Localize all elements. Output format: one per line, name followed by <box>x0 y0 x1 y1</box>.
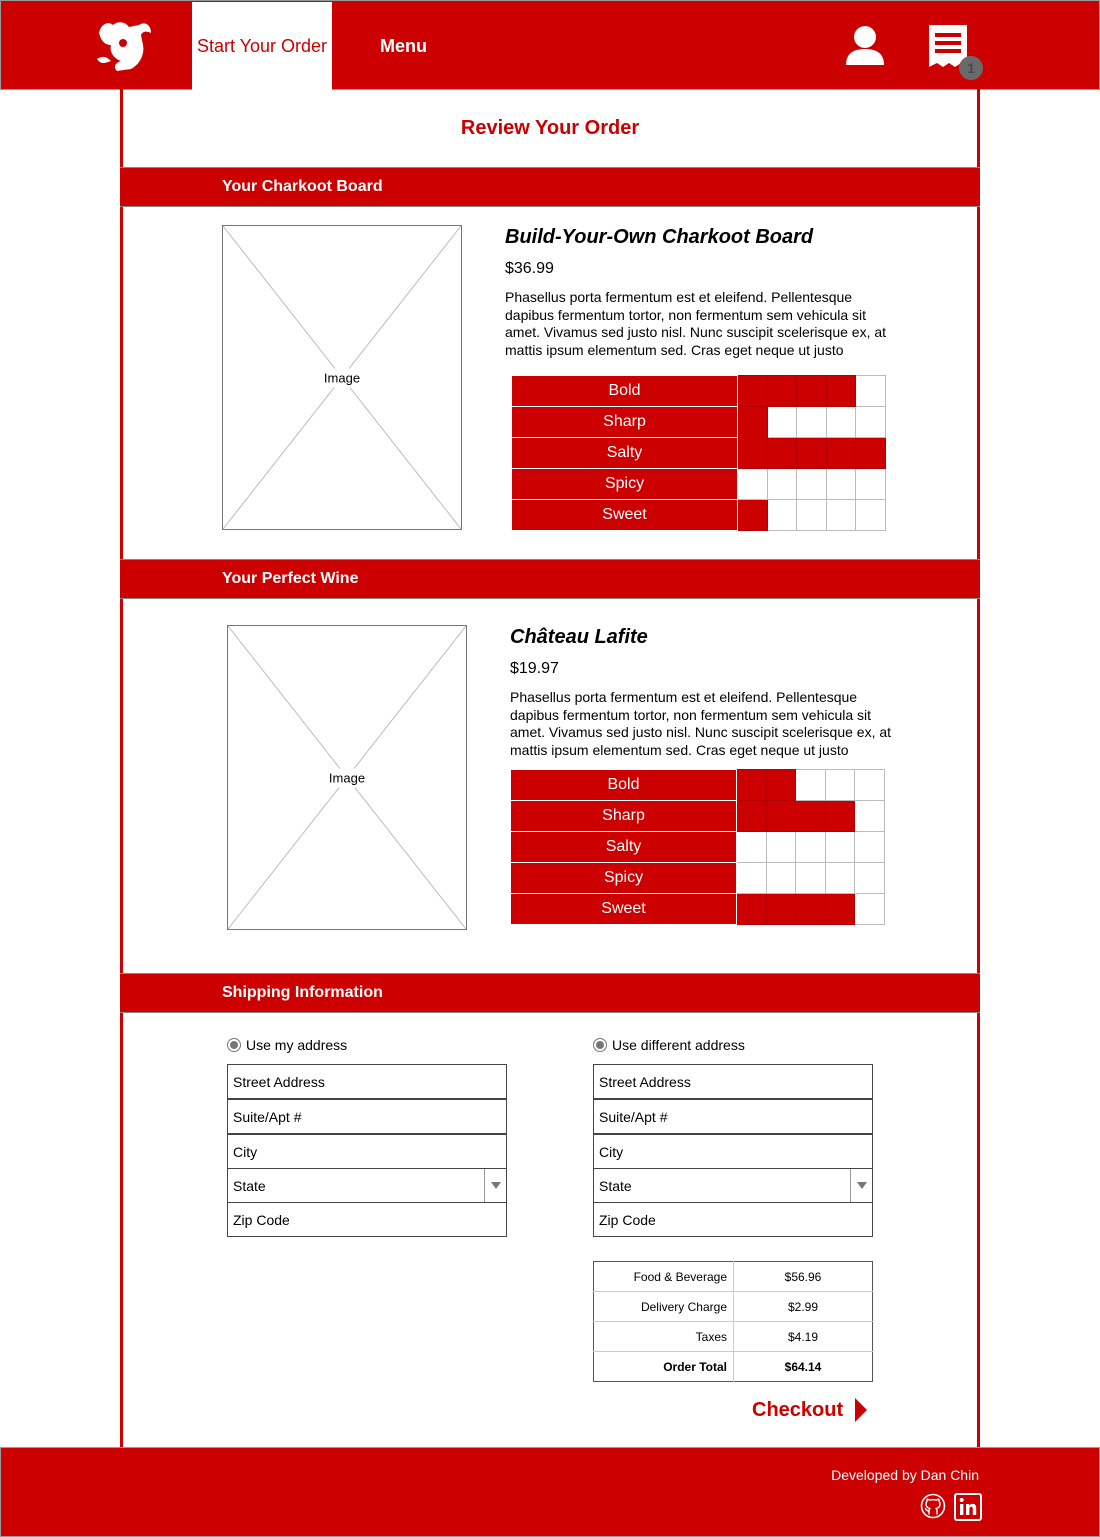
flavor-level-cell <box>826 407 856 438</box>
flavor-label: Salty <box>511 832 737 863</box>
flavor-level-cell <box>796 801 826 832</box>
wine-description: Phasellus porta fermentum est et eleifend. Pellentesque dapibus fermentum tortor, non fermentum sem vehicula sit amet. Vivamus sed justo nisl. Nunc suscipit scelerisque ex, at mattis ipsum elementum sed. Cras eget neque ut justo <box>510 689 892 758</box>
flavor-label: Sweet <box>512 500 738 531</box>
github-icon[interactable] <box>920 1493 946 1519</box>
flavor-level-cell <box>855 832 885 863</box>
footer <box>0 1447 1100 1537</box>
totals-row <box>594 1292 873 1322</box>
wine-price: $19.97 <box>510 660 559 677</box>
section-header-wine: Your Perfect Wine <box>120 559 980 599</box>
checkout-label: Checkout <box>752 1398 844 1421</box>
flavor-row-sharp <box>511 801 885 832</box>
flavor-level-cell <box>825 801 855 832</box>
flavor-level-cell <box>767 438 797 469</box>
diff-zip-input[interactable] <box>599 1212 872 1228</box>
diff-street-field[interactable] <box>593 1064 873 1099</box>
flavor-level-cell <box>797 407 827 438</box>
flavor-level-cell <box>737 894 767 925</box>
diff-state-value: State <box>599 1177 632 1194</box>
flavor-row-spicy <box>512 469 886 500</box>
flavor-row-bold <box>512 376 886 407</box>
totals-value: $56.96 <box>734 1262 873 1292</box>
my-zip-field[interactable] <box>227 1202 507 1237</box>
flavor-label: Spicy <box>511 863 737 894</box>
my-zip-input[interactable] <box>233 1212 506 1228</box>
radio-label: Use my address <box>246 1037 348 1053</box>
flavor-level-cell <box>737 770 767 801</box>
wine-image-placeholder <box>227 625 467 930</box>
user-icon[interactable] <box>844 25 886 67</box>
footer-credit: Developed by Dan Chin <box>831 1467 979 1483</box>
flavor-level-cell <box>797 500 827 531</box>
order-total-label: Order Total <box>594 1352 734 1382</box>
flavor-level-cell <box>826 376 856 407</box>
flavor-level-cell <box>767 407 797 438</box>
my-city-input[interactable] <box>233 1144 506 1160</box>
radio-button[interactable] <box>227 1038 241 1052</box>
flavor-level-cell <box>825 894 855 925</box>
diff-zip-field[interactable] <box>593 1202 873 1237</box>
totals-label: Taxes <box>594 1322 734 1352</box>
board-name: Build-Your-Own Charkoot Board <box>505 226 814 248</box>
flavor-level-cell <box>767 376 797 407</box>
order-totals-table <box>593 1261 873 1382</box>
my-street-field[interactable] <box>227 1064 507 1099</box>
flavor-level-cell <box>825 770 855 801</box>
diff-street-input[interactable] <box>599 1074 872 1090</box>
section-header-shipping: Shipping Information <box>120 973 980 1013</box>
section-header-board: Your Charkoot Board <box>120 167 980 207</box>
chevron-down-icon[interactable] <box>484 1169 506 1202</box>
radio-button[interactable] <box>593 1038 607 1052</box>
flavor-level-cell <box>797 469 827 500</box>
flavor-level-cell <box>737 863 767 894</box>
flavor-level-cell <box>856 500 886 531</box>
board-flavor-profile <box>511 375 886 531</box>
flavor-level-cell <box>796 832 826 863</box>
checkout-button[interactable] <box>752 1398 867 1422</box>
board-description: Phasellus porta fermentum est et eleifend. Pellentesque dapibus fermentum tortor, non fermentum sem vehicula sit amet. Vivamus sed justo nisl. Nunc suscipit scelerisque ex, at mattis ipsum elementum sed. Cras eget neque ut justo <box>505 289 887 358</box>
bull-logo-icon[interactable] <box>93 19 155 73</box>
flavor-level-cell <box>855 801 885 832</box>
flavor-level-cell <box>825 832 855 863</box>
flavor-label: Bold <box>511 770 737 801</box>
flavor-level-cell <box>825 863 855 894</box>
flavor-label: Bold <box>512 376 738 407</box>
totals-label: Delivery Charge <box>594 1292 734 1322</box>
totals-row <box>594 1262 873 1292</box>
flavor-row-sweet <box>511 894 885 925</box>
flavor-row-salty <box>511 832 885 863</box>
wine-image-label: Image <box>328 770 366 785</box>
flavor-label: Sharp <box>512 407 738 438</box>
flavor-level-cell <box>737 832 767 863</box>
arrow-right-icon <box>855 1398 867 1422</box>
flavor-level-cell <box>796 770 826 801</box>
flavor-level-cell <box>855 770 885 801</box>
flavor-level-cell <box>856 438 886 469</box>
wine-name: Château Lafite <box>510 626 648 648</box>
page-title: Review Your Order <box>460 117 640 139</box>
flavor-level-cell <box>856 469 886 500</box>
flavor-label: Spicy <box>512 469 738 500</box>
radio-use-my-address[interactable] <box>227 1037 347 1053</box>
flavor-level-cell <box>738 407 768 438</box>
order-total-row <box>594 1352 873 1382</box>
board-image-placeholder <box>222 225 462 530</box>
chevron-down-icon[interactable] <box>850 1169 872 1202</box>
flavor-row-bold <box>511 770 885 801</box>
flavor-level-cell <box>796 894 826 925</box>
flavor-level-cell <box>856 376 886 407</box>
flavor-label: Salty <box>512 438 738 469</box>
flavor-level-cell <box>738 469 768 500</box>
flavor-level-cell <box>796 863 826 894</box>
nav-tab-menu[interactable]: Menu <box>380 35 427 56</box>
board-image-label: Image <box>323 370 361 385</box>
totals-label: Food & Beverage <box>594 1262 734 1292</box>
my-state-value: State <box>233 1177 266 1194</box>
flavor-level-cell <box>766 832 796 863</box>
my-state-select[interactable] <box>227 1168 507 1203</box>
top-nav-bar <box>0 0 1100 90</box>
flavor-level-cell <box>797 376 827 407</box>
flavor-level-cell <box>767 500 797 531</box>
flavor-level-cell <box>767 469 797 500</box>
flavor-level-cell <box>738 376 768 407</box>
flavor-level-cell <box>766 770 796 801</box>
diff-state-select[interactable] <box>593 1168 873 1203</box>
flavor-label: Sweet <box>511 894 737 925</box>
diff-city-field[interactable] <box>593 1134 873 1169</box>
order-total-value: $64.14 <box>734 1352 873 1382</box>
flavor-row-sharp <box>512 407 886 438</box>
diff-city-input[interactable] <box>599 1144 872 1160</box>
flavor-level-cell <box>855 894 885 925</box>
nav-tab-start-your-order[interactable]: Start Your Order <box>192 2 332 90</box>
flavor-level-cell <box>738 438 768 469</box>
flavor-level-cell <box>737 801 767 832</box>
flavor-level-cell <box>766 894 796 925</box>
flavor-level-cell <box>855 863 885 894</box>
flavor-level-cell <box>766 801 796 832</box>
linkedin-icon[interactable] <box>954 1493 982 1521</box>
flavor-level-cell <box>766 863 796 894</box>
flavor-label: Sharp <box>511 801 737 832</box>
my-suite-field[interactable] <box>227 1099 507 1134</box>
wine-flavor-profile <box>510 769 885 925</box>
flavor-level-cell <box>826 438 856 469</box>
my-suite-input[interactable] <box>233 1109 506 1125</box>
diff-suite-input[interactable] <box>599 1109 872 1125</box>
totals-value: $4.19 <box>734 1322 873 1352</box>
flavor-row-spicy <box>511 863 885 894</box>
flavor-level-cell <box>826 500 856 531</box>
totals-row <box>594 1322 873 1352</box>
radio-use-different-address[interactable] <box>593 1037 745 1053</box>
flavor-level-cell <box>738 500 768 531</box>
board-price: $36.99 <box>505 260 554 277</box>
flavor-row-sweet <box>512 500 886 531</box>
cart-count-badge: 1 <box>959 56 983 80</box>
my-city-field[interactable] <box>227 1134 507 1169</box>
my-street-input[interactable] <box>233 1074 506 1090</box>
diff-suite-field[interactable] <box>593 1099 873 1134</box>
flavor-level-cell <box>856 407 886 438</box>
flavor-level-cell <box>826 469 856 500</box>
totals-value: $2.99 <box>734 1292 873 1322</box>
flavor-row-salty <box>512 438 886 469</box>
radio-label: Use different address <box>612 1037 745 1053</box>
flavor-level-cell <box>797 438 827 469</box>
